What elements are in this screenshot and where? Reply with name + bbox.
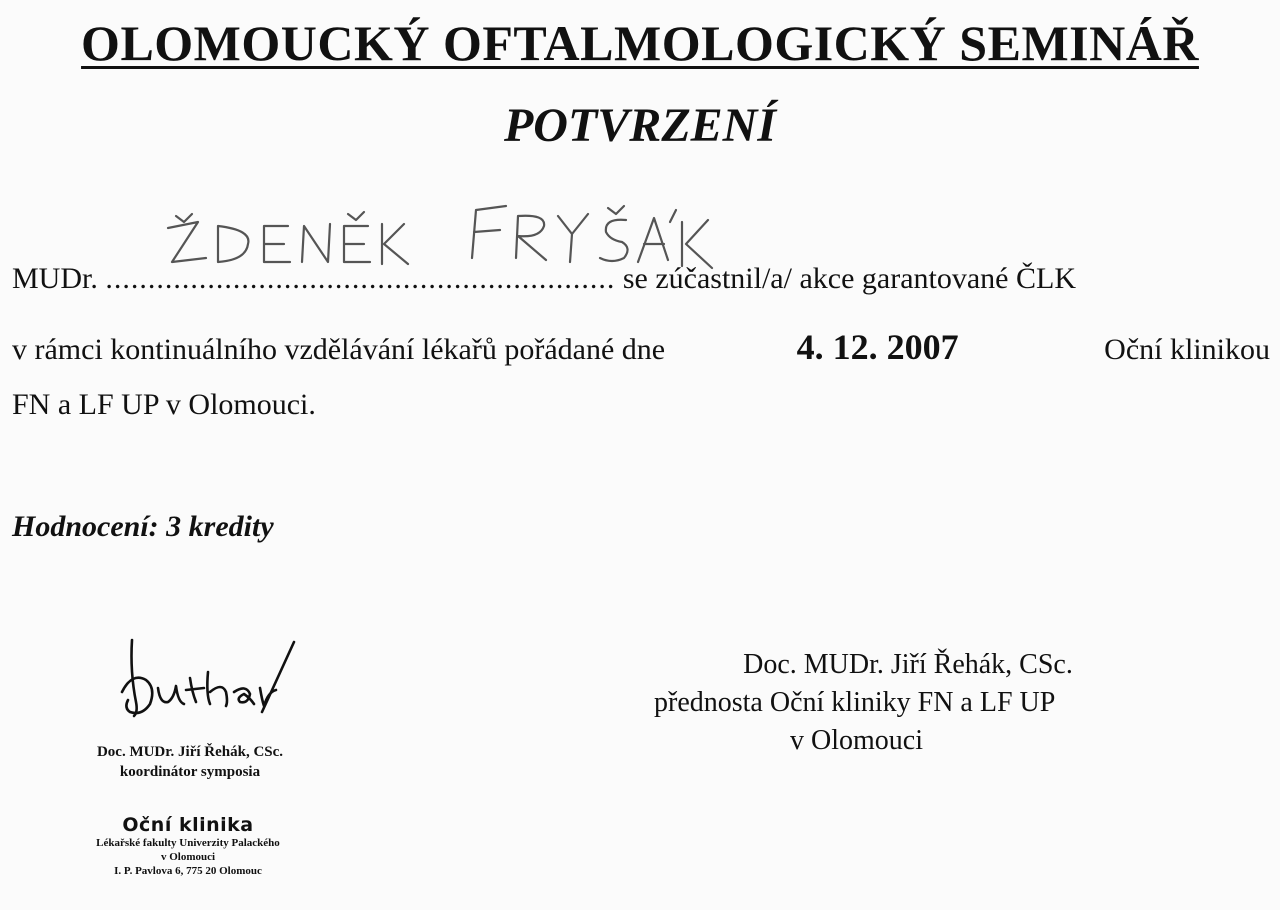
- stamp-signatory-role: koordinátor symposia: [119, 764, 261, 780]
- event-date: 4. 12. 2007: [796, 327, 959, 367]
- clinic-stamp-city: v Olomouci: [160, 851, 216, 863]
- document-title: OLOMOUCKÝ OFTALMOLOGICKÝ SEMINÁŘ: [81, 15, 1199, 71]
- clinic-stamp-head: Oční klinika: [122, 814, 254, 836]
- document-subtitle: POTVRZENÍ: [503, 99, 776, 152]
- event-line: [12, 326, 1270, 368]
- organizer-text: Oční klinikou: [1104, 333, 1270, 366]
- stamp-signatory-name: Doc. MUDr. Jiří Řehák, CSc.: [96, 744, 284, 760]
- handwritten-signature: [112, 632, 302, 742]
- name-dotted-line: ............................................................: [105, 262, 616, 295]
- signatory-name: Doc. MUDr. Jiří Řehák, CSc.: [743, 649, 1073, 680]
- clinic-stamp-faculty: Lékařské fakulty Univerzity Palackého: [96, 837, 280, 849]
- title-prefix: MUDr.: [12, 262, 98, 295]
- clinic-stamp-address: I. P. Pavlova 6, 775 20 Olomouc: [114, 865, 262, 877]
- signatory-city: v Olomouci: [790, 725, 923, 756]
- event-text: v rámci kontinuálního vzdělávání lékařů pořádané dne: [12, 333, 666, 366]
- credit-rating: Hodnocení: 3 kredity: [12, 510, 274, 543]
- attendance-text: se zúčastnil/a/ akce garantované ČLK: [622, 262, 1076, 295]
- clinic-stamp: [28, 814, 348, 878]
- signature-stamp: [30, 742, 350, 782]
- signatory-block: [620, 646, 1220, 760]
- attendance-line: [12, 262, 1076, 296]
- signatory-position: přednosta Oční kliniky FN a LF UP: [654, 687, 1056, 718]
- organizer-line: FN a LF UP v Olomouci.: [12, 388, 316, 421]
